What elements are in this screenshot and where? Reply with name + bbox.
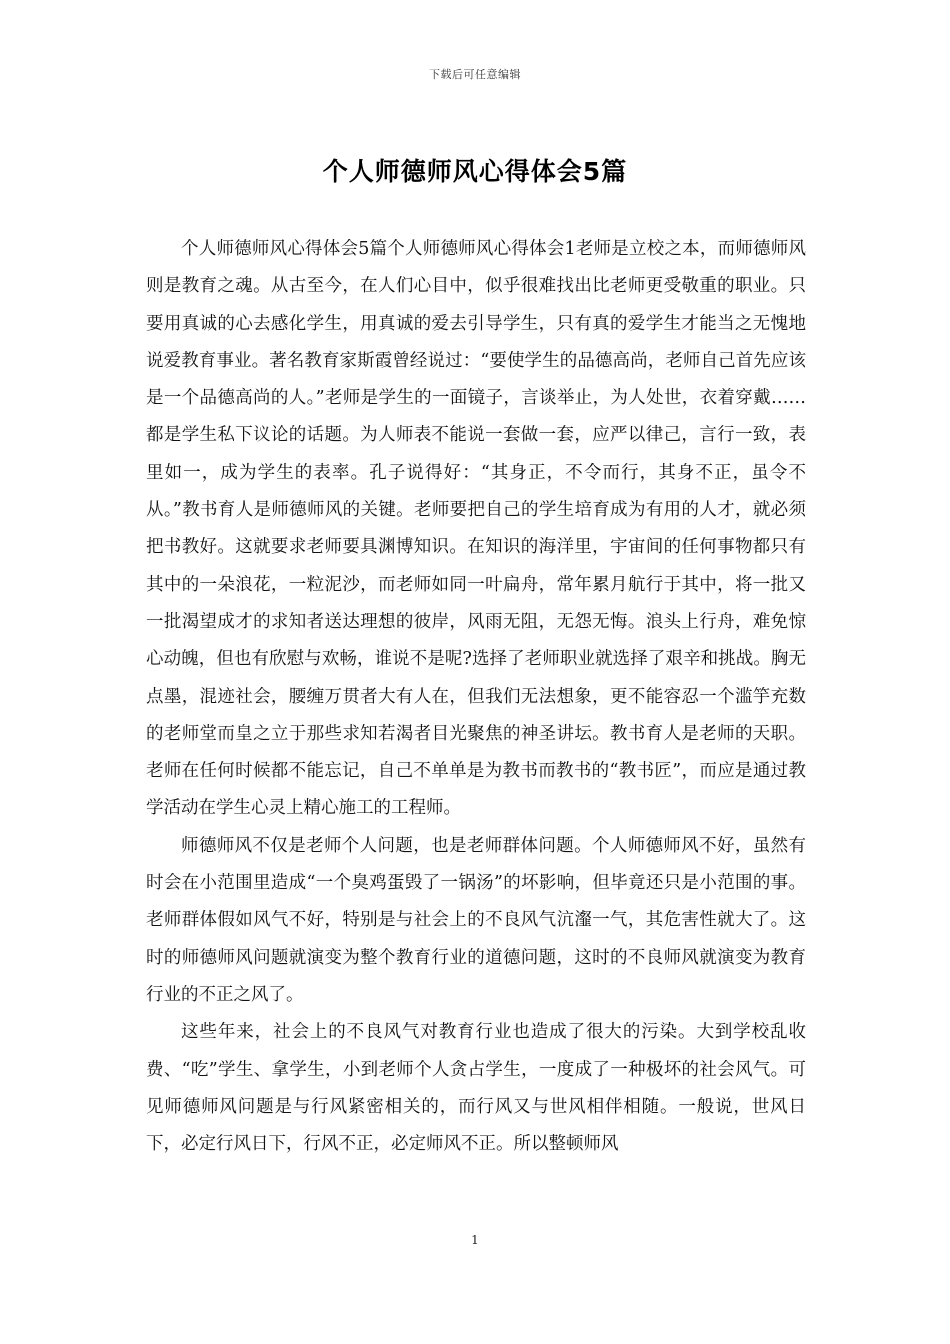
paragraph: 师德师风不仅是老师个人问题，也是老师群体问题。个人师德师风不好，虽然有时会在小范围里造成“一个臭鸡蛋毁了一锅汤”的坏影响，但毕竟还只是小范围的事。老师群体假如风气不好，特别是与社会上的不良风气沆瀣一气，其危害性就大了。这时的师德师风问题就演变为整个教育行业的道德问题，这时的不良师风就演变为教育行业的不正之风了。 (146, 835, 806, 1005)
document-body (146, 231, 806, 1163)
paragraph: 这些年来，社会上的不良风气对教育行业也造成了很大的污染。大到学校乱收费、“吃”学生、拿学生，小到老师个人贪占学生，一度成了一种极坏的社会风气。可见师德师风问题是与行风紧密相关的，而行风又与世风相伴相随。一般说，世风日下，必定行风日下，行风不正，必定师风不正。所以整顿师风 (146, 1022, 806, 1155)
page-number: 1 (471, 1233, 479, 1247)
paragraph: 个人师德师风心得体会5篇个人师德师风心得体会1老师是立校之本，而师德师风则是教育之魂。从古至今，在人们心目中，似乎很难找出比老师更受敬重的职业。只要用真诚的心去感化学生，用真诚的爱去引导学生，只有真的爱学生才能当之无愧地说爱教育事业。著名教育家斯霞曾经说过：“要使学生的品德高尚，老师自己首先应该是一个品德高尚的人。”老师是学生的一面镜子，言谈举止，为人处世，衣着穿戴……都是学生私下议论的话题。为人师表不能说一套做一套，应严以律己，言行一致，表里如一，成为学生的表率。孔子说得好：“其身正，不令而行，其身不正，虽令不从。”教书育人是师德师风的关键。老师要把自己的学生培育成为有用的人才，就必须把书教好。这就要求老师要具渊博知识。在知识的海洋里，宇宙间的任何事物都只有其中的一朵浪花，一粒泥沙，而老师如同一叶扁舟，常年累月航行于其中，将一批又一批渴望成才的求知者送达理想的彼岸，风雨无阻，无怨无悔。浪头上行舟，难免惊心动魄，但也有欣慰与欢畅，谁说不是呢?选择了老师职业就选择了艰辛和挑战。胸无点墨，混迹社会，腰缠万贯者大有人在，但我们无法想象，更不能容忍一个滥竽充数的老师堂而皇之立于那些求知若渴者目光聚焦的神圣讲坛。教书育人是老师的天职。老师在任何时候都不能忘记，自己不单单是为教书而教书的“教书匠”，而应是通过教学活动在学生心灵上精心施工的工程师。 (146, 239, 806, 819)
document-title: 个人师德师风心得体会5篇 (322, 157, 628, 186)
page-header: 下载后可任意编辑 (429, 68, 521, 81)
